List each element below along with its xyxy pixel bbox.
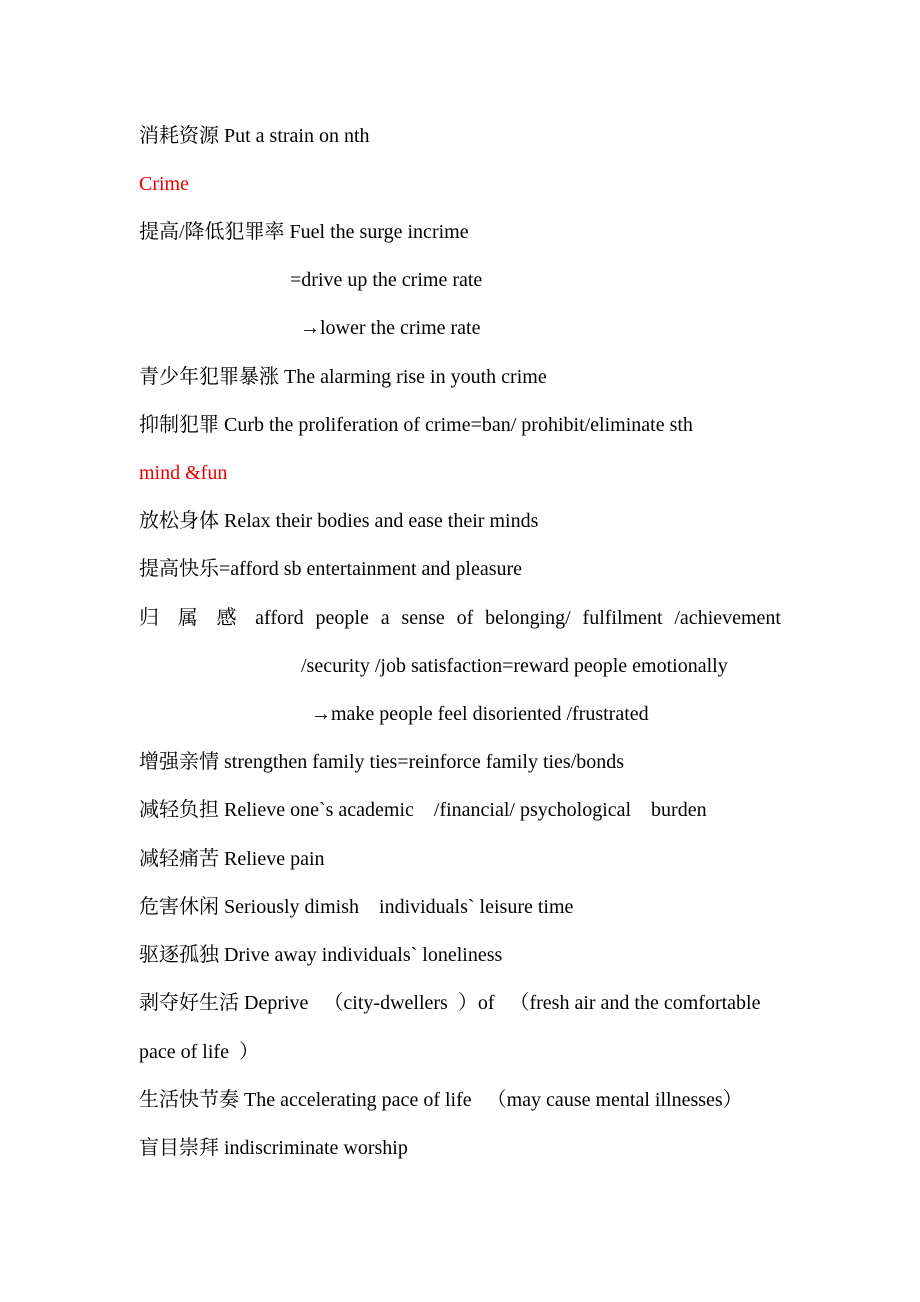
- text-line-indented: =drive up the crime rate: [290, 269, 483, 291]
- text-line: 消耗资源 Put a strain on nth: [139, 125, 370, 147]
- section-heading-mind-fun: mind &fun: [139, 462, 228, 484]
- text-line: 生活快节奏 The accelerating pace of life （may cause mental illnesses）: [139, 1089, 743, 1111]
- text-line-indented: /security /job satisfaction=reward people emotionally: [301, 655, 728, 677]
- text-line: 盲目崇拜 indiscriminate worship: [139, 1137, 408, 1159]
- text-line-justified: 归 属 感 afford people a sense of belonging/ fulfilment /achievement: [139, 607, 781, 629]
- text-line: 提高/降低犯罪率 Fuel the surge incrime: [139, 221, 469, 243]
- text-line: 危害休闲 Seriously dimish individuals` leisure time: [139, 896, 574, 918]
- text-line: 提高快乐=afford sb entertainment and pleasure: [139, 558, 523, 580]
- text-line: 抑制犯罪 Curb the proliferation of crime=ban/ prohibit/eliminate sth: [139, 414, 693, 436]
- text-line: 剥夺好生活 Deprive （city-dwellers ）of （fresh air and the comfortable: [139, 992, 761, 1014]
- text-line-indented: →lower the crime rate: [300, 317, 481, 339]
- section-heading-crime: Crime: [139, 173, 189, 195]
- text-line: 增强亲情 strengthen family ties=reinforce family ties/bonds: [139, 751, 625, 773]
- text-line: pace of life ）: [139, 1041, 259, 1063]
- text-line: 青少年犯罪暴涨 The alarming rise in youth crime: [139, 366, 547, 388]
- text-line: 减轻痛苦 Relieve pain: [139, 848, 325, 870]
- text-line: 减轻负担 Relieve one`s academic /financial/ psychological burden: [139, 799, 707, 821]
- text-line-indented: →make people feel disoriented /frustrated: [311, 703, 649, 725]
- text-line: 驱逐孤独 Drive away individuals` loneliness: [139, 944, 503, 966]
- text-line: 放松身体 Relax their bodies and ease their minds: [139, 510, 539, 532]
